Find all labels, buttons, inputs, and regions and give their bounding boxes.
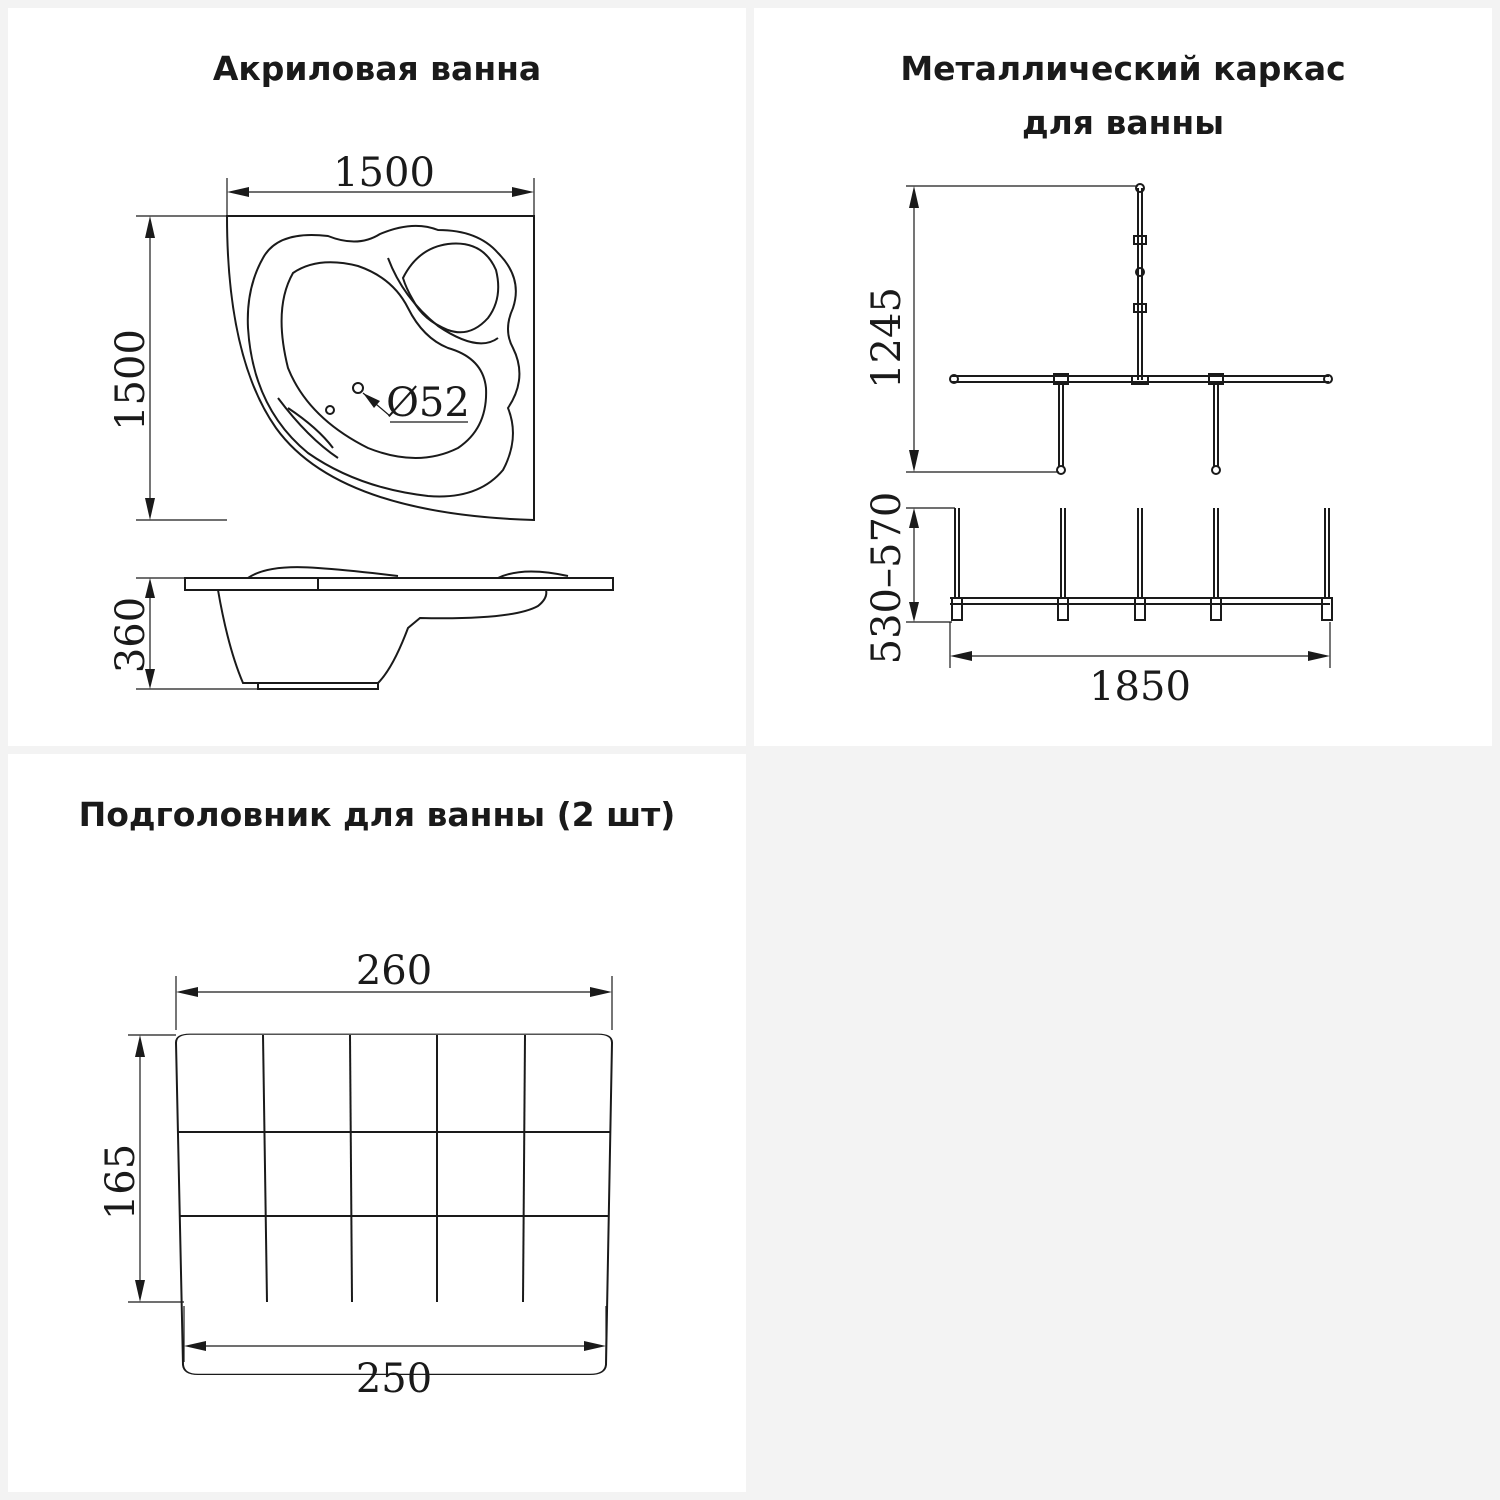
bathtub-width-dimension — [227, 150, 534, 216]
panel-acrylic-bathtub — [8, 8, 746, 746]
overflow-hole — [326, 406, 334, 414]
bathtub-title: Акриловая ванна — [212, 49, 542, 88]
headrest-bottom-width-dimension — [184, 1306, 606, 1402]
headrest-height-label: 165 — [98, 1143, 144, 1221]
panel-headrest — [8, 754, 746, 1492]
bathtub-side-view — [185, 567, 613, 689]
frame-length-dimension — [950, 622, 1330, 710]
bathtub-rim — [248, 226, 520, 497]
frame-height-dimension — [864, 186, 1138, 472]
headrest-grid — [178, 1035, 611, 1302]
bathtub-outline — [227, 216, 534, 520]
frame-top-view — [950, 184, 1332, 474]
frame-side-view — [950, 508, 1332, 620]
headrest-top-width-dimension — [176, 948, 612, 1030]
panel-metal-frame — [754, 8, 1492, 746]
frame-drawing — [754, 8, 1492, 746]
frame-title-line2: для ванны — [1021, 103, 1225, 142]
bathtub-drawing — [8, 8, 746, 746]
bathtub-basin — [282, 262, 487, 458]
bathtub-height-label: 360 — [108, 596, 154, 674]
headrest-height-dimension — [98, 1035, 184, 1302]
bathtub-seat — [403, 244, 498, 333]
headrest-outline — [176, 1034, 612, 1374]
bathtub-depth-label: 1500 — [108, 329, 154, 431]
headrest-drawing — [8, 754, 746, 1492]
drain-hole — [353, 383, 363, 393]
panel-empty — [754, 754, 1492, 1492]
headrest-title: Подголовник для ванны (2 шт) — [78, 795, 676, 834]
bathtub-depth-dimension — [108, 216, 227, 520]
frame-height-label: 1245 — [864, 287, 910, 389]
frame-title-line1: Металлический каркас — [900, 49, 1346, 88]
drain-diameter-label: Ø52 — [386, 380, 470, 426]
frame-leg-height-label: 530–570 — [864, 491, 910, 665]
frame-length-label: 1850 — [1089, 664, 1191, 710]
headrest-top-width-label: 260 — [355, 948, 433, 994]
bathtub-height-dimension — [108, 578, 258, 689]
bathtub-width-label: 1500 — [333, 150, 435, 196]
headrest-bottom-width-label: 250 — [355, 1356, 433, 1402]
frame-leg-height-dimension — [864, 492, 955, 665]
